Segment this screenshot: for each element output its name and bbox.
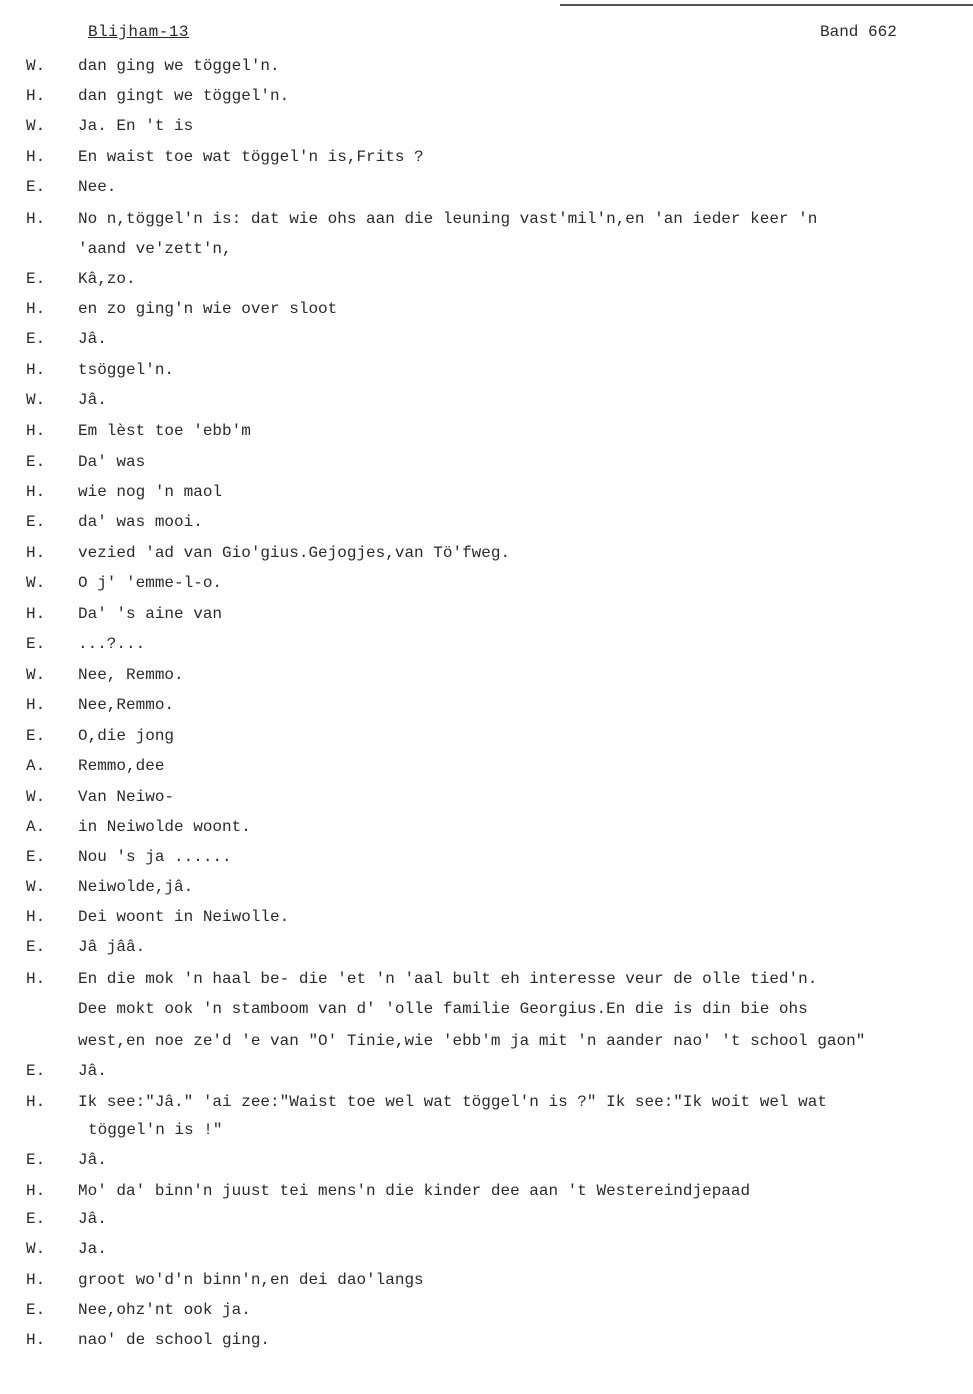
utterance-text: Remmo,dee xyxy=(78,757,165,775)
utterance-text: töggel'n is !" xyxy=(88,1121,223,1139)
utterance-text: Da' was xyxy=(78,453,146,471)
speaker-label: E. xyxy=(26,1151,46,1169)
speaker-label: H. xyxy=(26,1331,46,1349)
utterance-text: Ik see:"Jâ." 'ai zee:"Waist toe wel wat töggel'n is ?" Ik see:"Ik woit wel wat xyxy=(78,1093,827,1111)
utterance-text: Em lèst toe 'ebb'm xyxy=(78,422,251,440)
speaker-label: W. xyxy=(26,57,46,75)
speaker-label: H. xyxy=(26,605,46,623)
utterance-text: wie nog 'n maol xyxy=(78,483,223,501)
utterance-text: Nou 's ja ...... xyxy=(78,848,232,866)
speaker-label: H. xyxy=(26,1271,46,1289)
speaker-label: H. xyxy=(26,970,46,988)
utterance-text: nao' de school ging. xyxy=(78,1331,271,1349)
utterance-text: Nee,Remmo. xyxy=(78,696,175,714)
utterance-text: Ja. En 't is xyxy=(78,117,194,135)
utterance-text: En die mok 'n haal be- die 'et 'n 'aal bult eh interesse veur de olle tied'n. xyxy=(78,970,818,988)
speaker-label: H. xyxy=(26,696,46,714)
utterance-text: Nee,ohz'nt ook ja. xyxy=(78,1301,251,1319)
speaker-label: H. xyxy=(26,87,46,105)
utterance-text: Nee. xyxy=(78,178,117,196)
utterance-text: west,en noe ze'd 'e van "O' Tinie,wie 'ebb'm ja mit 'n aander nao' 't school gaon" xyxy=(78,1032,866,1050)
speaker-label: H. xyxy=(26,300,46,318)
speaker-label: E. xyxy=(26,178,46,196)
utterance-text: Dei woont in Neiwolle. xyxy=(78,908,290,926)
speaker-label: H. xyxy=(26,148,46,166)
utterance-text: Kâ,zo. xyxy=(78,270,136,288)
utterance-text: ...?... xyxy=(78,635,146,653)
utterance-text: 'aand ve'zett'n, xyxy=(78,240,232,258)
speaker-label: E. xyxy=(26,330,46,348)
utterance-text: O,die jong xyxy=(78,727,175,745)
utterance-text: Jâ. xyxy=(78,1210,107,1228)
speaker-label: E. xyxy=(26,848,46,866)
utterance-text: en zo ging'n wie over sloot xyxy=(78,300,338,318)
utterance-text: Van Neiwo- xyxy=(78,788,175,806)
speaker-label: H. xyxy=(26,1093,46,1111)
utterance-text: Mo' da' binn'n juust tei mens'n die kinder dee aan 't Westereindjepaad xyxy=(78,1182,751,1200)
speaker-label: E. xyxy=(26,635,46,653)
speaker-label: E. xyxy=(26,270,46,288)
speaker-label: E. xyxy=(26,938,46,956)
speaker-label: A. xyxy=(26,757,46,775)
speaker-label: H. xyxy=(26,483,46,501)
utterance-text: tsöggel'n. xyxy=(78,361,175,379)
speaker-label: E. xyxy=(26,1301,46,1319)
speaker-label: E. xyxy=(26,1062,46,1080)
speaker-label: E. xyxy=(26,1210,46,1228)
speaker-label: H. xyxy=(26,210,46,228)
utterance-text: Jâ. xyxy=(78,391,107,409)
speaker-label: W. xyxy=(26,574,46,592)
speaker-label: H. xyxy=(26,422,46,440)
speaker-label: E. xyxy=(26,727,46,745)
utterance-text: No n,töggel'n is: dat wie ohs aan die leuning vast'mil'n,en 'an ieder keer 'n xyxy=(78,210,818,228)
utterance-text: Nee, Remmo. xyxy=(78,666,184,684)
speaker-label: E. xyxy=(26,513,46,531)
utterance-text: Neiwolde,jâ. xyxy=(78,878,194,896)
utterance-text: dan gingt we töggel'n. xyxy=(78,87,290,105)
document-title: Blijham-13 xyxy=(88,23,190,41)
speaker-label: H. xyxy=(26,544,46,562)
utterance-text: Dee mokt ook 'n stamboom van d' 'olle familie Georgius.En die is din bie ohs xyxy=(78,1000,808,1018)
utterance-text: Jâ. xyxy=(78,330,107,348)
speaker-label: H. xyxy=(26,1182,46,1200)
speaker-label: E. xyxy=(26,453,46,471)
utterance-text: Jâ. xyxy=(78,1151,107,1169)
speaker-label: W. xyxy=(26,666,46,684)
utterance-text: Jâ jââ. xyxy=(78,938,146,956)
utterance-text: En waist toe wat töggel'n is,Frits ? xyxy=(78,148,424,166)
utterance-text: Ja. xyxy=(78,1240,107,1258)
speaker-label: W. xyxy=(26,788,46,806)
utterance-text: groot wo'd'n binn'n,en dei dao'langs xyxy=(78,1271,424,1289)
utterance-text: dan ging we töggel'n. xyxy=(78,57,280,75)
utterance-text: vezied 'ad van Gio'gius.Gejogjes,van Tö'fweg. xyxy=(78,544,511,562)
utterance-text: da' was mooi. xyxy=(78,513,203,531)
utterance-text: in Neiwolde woont. xyxy=(78,818,251,836)
speaker-label: W. xyxy=(26,117,46,135)
utterance-text: Da' 's aine van xyxy=(78,605,223,623)
utterance-text: O j' 'emme-l-o. xyxy=(78,574,223,592)
speaker-label: H. xyxy=(26,361,46,379)
speaker-label: W. xyxy=(26,878,46,896)
top-rule xyxy=(560,4,973,6)
utterance-text: Jâ. xyxy=(78,1062,107,1080)
band-number: Band 662 xyxy=(820,23,897,41)
speaker-label: W. xyxy=(26,391,46,409)
speaker-label: A. xyxy=(26,818,46,836)
speaker-label: H. xyxy=(26,908,46,926)
speaker-label: W. xyxy=(26,1240,46,1258)
